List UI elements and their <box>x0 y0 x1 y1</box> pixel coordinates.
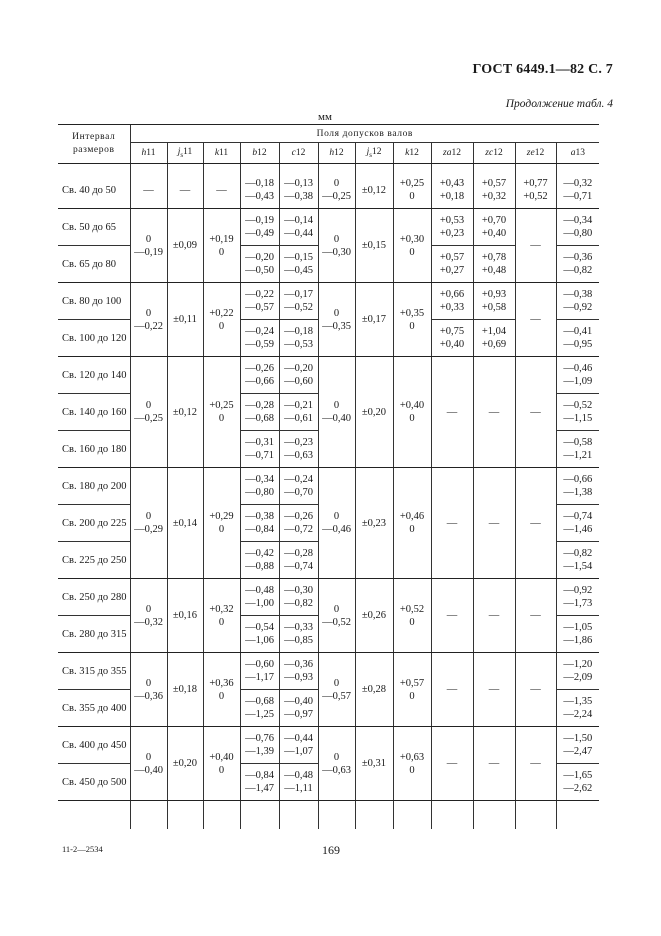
cell-za12: — <box>431 653 473 727</box>
size-interval: Св. 200 до 225 <box>58 505 130 542</box>
cell-zc12: +0,93 +0,58 <box>473 283 515 320</box>
size-interval: Св. 225 до 250 <box>58 542 130 579</box>
cell-h12: 0 —0,25 <box>318 172 355 209</box>
cell-js11: ±0,09 <box>167 209 203 283</box>
cell-a13: —1,65 —2,62 <box>556 764 599 801</box>
cell-c12: —0,20 —0,60 <box>279 357 318 394</box>
cell-h12: 0 —0,46 <box>318 468 355 579</box>
cell-zc12: +0,57 +0,32 <box>473 172 515 209</box>
table-row <box>58 172 599 209</box>
cell-c12: —0,28 —0,74 <box>279 542 318 579</box>
cell-b12: —0,54 —1,06 <box>240 616 279 653</box>
table-row <box>58 209 599 246</box>
cell-js12: ±0,31 <box>355 727 393 801</box>
table-continuation-label: Продолжение табл. 4 <box>505 98 613 110</box>
cell-b12: —0,68 —1,25 <box>240 690 279 727</box>
column-code-k11: k11 <box>203 143 240 164</box>
cell-c12: —0,14 —0,44 <box>279 209 318 246</box>
cell-k11: +0,25 0 <box>203 357 240 468</box>
header-gap <box>58 164 599 173</box>
cell-k11: +0,19 0 <box>203 209 240 283</box>
column-code-c12: c12 <box>279 143 318 164</box>
cell-k12: +0,25 0 <box>393 172 431 209</box>
cell-js11: ±0,20 <box>167 727 203 801</box>
cell-a13: —0,66 —1,38 <box>556 468 599 505</box>
cell-b12: —0,20 —0,50 <box>240 246 279 283</box>
cell-zc12: +0,78 +0,48 <box>473 246 515 283</box>
cell-h11: 0 —0,19 <box>130 209 167 283</box>
cell-js11: — <box>167 172 203 209</box>
print-code: 11-2—2534 <box>62 844 103 854</box>
cell-zc12: — <box>473 579 515 653</box>
cell-za12: — <box>431 579 473 653</box>
cell-h12: 0 —0,30 <box>318 209 355 283</box>
unit-label: мм <box>318 111 332 123</box>
size-interval: Св. 65 до 80 <box>58 246 130 283</box>
cell-b12: —0,34 —0,80 <box>240 468 279 505</box>
cell-h12: 0 —0,52 <box>318 579 355 653</box>
cell-c12: —0,40 —0,97 <box>279 690 318 727</box>
tolerance-table <box>58 124 599 829</box>
header-row <box>58 125 599 143</box>
cell-js11: ±0,18 <box>167 653 203 727</box>
table-row <box>58 357 599 394</box>
size-interval: Св. 120 до 140 <box>58 357 130 394</box>
cell-a13: —0,58 —1,21 <box>556 431 599 468</box>
cell-ze12: — <box>515 209 556 283</box>
document-header: ГОСТ 6449.1—82 С. 7 <box>472 62 613 77</box>
cell-js12: ±0,23 <box>355 468 393 579</box>
cell-zc12: — <box>473 468 515 579</box>
cell-c12: —0,33 —0,85 <box>279 616 318 653</box>
cell-za12: +0,75 +0,40 <box>431 320 473 357</box>
table-row <box>58 727 599 764</box>
column-code-ze12: ze12 <box>515 143 556 164</box>
cell-a13: —0,32 —0,71 <box>556 172 599 209</box>
column-code-js12: $j_s12$ <box>355 143 393 164</box>
cell-h11: 0 —0,25 <box>130 357 167 468</box>
size-interval: Св. 40 до 50 <box>58 172 130 209</box>
column-code-b12: b12 <box>240 143 279 164</box>
size-interval: Св. 450 до 500 <box>58 764 130 801</box>
cell-c12: —0,17 —0,52 <box>279 283 318 320</box>
fields-header: Поля допусков валов <box>130 125 599 143</box>
cell-h12: 0 —0,35 <box>318 283 355 357</box>
cell-ze12: — <box>515 727 556 801</box>
cell-c12: —0,13 —0,38 <box>279 172 318 209</box>
cell-za12: +0,53 +0,23 <box>431 209 473 246</box>
cell-h11: 0 —0,32 <box>130 579 167 653</box>
cell-k12: +0,52 0 <box>393 579 431 653</box>
cell-k12: +0,46 0 <box>393 468 431 579</box>
cell-c12: —0,21 —0,61 <box>279 394 318 431</box>
cell-js12: ±0,20 <box>355 357 393 468</box>
cell-c12: —0,36 —0,93 <box>279 653 318 690</box>
cell-c12: —0,26 —0,72 <box>279 505 318 542</box>
cell-b12: —0,28 —0,68 <box>240 394 279 431</box>
cell-k11: +0,40 0 <box>203 727 240 801</box>
column-code-zc12: zc12 <box>473 143 515 164</box>
cell-c12: —0,24 —0,70 <box>279 468 318 505</box>
size-interval: Св. 160 до 180 <box>58 431 130 468</box>
interval-header: Интервал размеров <box>58 125 130 164</box>
size-interval: Св. 100 до 120 <box>58 320 130 357</box>
table-row <box>58 579 599 616</box>
table-row <box>58 653 599 690</box>
cell-b12: —0,42 —0,88 <box>240 542 279 579</box>
cell-h12: 0 —0,63 <box>318 727 355 801</box>
cell-za12: +0,57 +0,27 <box>431 246 473 283</box>
cell-zc12: +0,70 +0,40 <box>473 209 515 246</box>
cell-js12: ±0,12 <box>355 172 393 209</box>
size-interval: Св. 80 до 100 <box>58 283 130 320</box>
cell-c12: —0,48 —1,11 <box>279 764 318 801</box>
cell-js11: ±0,12 <box>167 357 203 468</box>
cell-b12: —0,38 —0,84 <box>240 505 279 542</box>
cell-b12: —0,24 —0,59 <box>240 320 279 357</box>
cell-k11: +0,22 0 <box>203 283 240 357</box>
size-interval: Св. 50 до 65 <box>58 209 130 246</box>
column-code-js11: $j_s11$ <box>167 143 203 164</box>
size-interval: Св. 315 до 355 <box>58 653 130 690</box>
cell-c12: —0,15 —0,45 <box>279 246 318 283</box>
cell-za12: — <box>431 357 473 468</box>
cell-h11: 0 —0,36 <box>130 653 167 727</box>
cell-ze12: +0,77 +0,52 <box>515 172 556 209</box>
size-interval: Св. 355 до 400 <box>58 690 130 727</box>
cell-k12: +0,35 0 <box>393 283 431 357</box>
cell-a13: —0,52 —1,15 <box>556 394 599 431</box>
size-interval: Св. 280 до 315 <box>58 616 130 653</box>
size-interval: Св. 180 до 200 <box>58 468 130 505</box>
cell-a13: —0,34 —0,80 <box>556 209 599 246</box>
cell-h12: 0 —0,40 <box>318 357 355 468</box>
column-code-k12: k12 <box>393 143 431 164</box>
cell-c12: —0,30 —0,82 <box>279 579 318 616</box>
size-interval: Св. 250 до 280 <box>58 579 130 616</box>
cell-js11: ±0,14 <box>167 468 203 579</box>
cell-a13: —1,35 —2,24 <box>556 690 599 727</box>
column-code-h11: h11 <box>130 143 167 164</box>
cell-a13: —0,92 —1,73 <box>556 579 599 616</box>
column-code-h12: h12 <box>318 143 355 164</box>
cell-a13: —1,05 —1,86 <box>556 616 599 653</box>
cell-k12: +0,57 0 <box>393 653 431 727</box>
cell-k11: +0,32 0 <box>203 579 240 653</box>
cell-b12: —0,31 —0,71 <box>240 431 279 468</box>
cell-zc12: +1,04 +0,69 <box>473 320 515 357</box>
cell-js12: ±0,17 <box>355 283 393 357</box>
cell-ze12: — <box>515 653 556 727</box>
cell-js11: ±0,16 <box>167 579 203 653</box>
column-code-za12: za12 <box>431 143 473 164</box>
cell-za12: +0,43 +0,18 <box>431 172 473 209</box>
cell-zc12: — <box>473 727 515 801</box>
cell-ze12: — <box>515 283 556 357</box>
table-row <box>58 283 599 320</box>
cell-h11: 0 —0,29 <box>130 468 167 579</box>
cell-k11: — <box>203 172 240 209</box>
cell-c12: —0,44 —1,07 <box>279 727 318 764</box>
cell-b12: —0,18 —0,43 <box>240 172 279 209</box>
cell-a13: —0,74 —1,46 <box>556 505 599 542</box>
table-tail <box>58 801 599 830</box>
cell-k11: +0,36 0 <box>203 653 240 727</box>
cell-a13: —0,41 —0,95 <box>556 320 599 357</box>
cell-js12: ±0,15 <box>355 209 393 283</box>
cell-c12: —0,18 —0,53 <box>279 320 318 357</box>
column-code-a13: a13 <box>556 143 599 164</box>
cell-b12: —0,76 —1,39 <box>240 727 279 764</box>
cell-ze12: — <box>515 357 556 468</box>
table-row <box>58 468 599 505</box>
cell-js12: ±0,26 <box>355 579 393 653</box>
cell-za12: — <box>431 468 473 579</box>
cell-b12: —0,60 —1,17 <box>240 653 279 690</box>
cell-a13: —1,50 —2,47 <box>556 727 599 764</box>
cell-js12: ±0,28 <box>355 653 393 727</box>
cell-b12: —0,48 —1,00 <box>240 579 279 616</box>
cell-k12: +0,63 0 <box>393 727 431 801</box>
cell-zc12: — <box>473 653 515 727</box>
cell-a13: —1,20 —2,09 <box>556 653 599 690</box>
cell-h11: — <box>130 172 167 209</box>
cell-c12: —0,23 —0,63 <box>279 431 318 468</box>
size-interval: Св. 140 до 160 <box>58 394 130 431</box>
cell-a13: —0,46 —1,09 <box>556 357 599 394</box>
cell-a13: —0,82 —1,54 <box>556 542 599 579</box>
cell-js11: ±0,11 <box>167 283 203 357</box>
cell-zc12: — <box>473 357 515 468</box>
cell-b12: —0,19 —0,49 <box>240 209 279 246</box>
cell-b12: —0,26 —0,66 <box>240 357 279 394</box>
cell-b12: —0,84 —1,47 <box>240 764 279 801</box>
cell-h11: 0 —0,22 <box>130 283 167 357</box>
cell-a13: —0,36 —0,82 <box>556 246 599 283</box>
cell-k12: +0,40 0 <box>393 357 431 468</box>
cell-ze12: — <box>515 468 556 579</box>
cell-za12: — <box>431 727 473 801</box>
cell-h11: 0 —0,40 <box>130 727 167 801</box>
size-interval: Св. 400 до 450 <box>58 727 130 764</box>
cell-b12: —0,22 —0,57 <box>240 283 279 320</box>
cell-k12: +0,30 0 <box>393 209 431 283</box>
page-number: 169 <box>322 843 340 857</box>
cell-k11: +0,29 0 <box>203 468 240 579</box>
cell-ze12: — <box>515 579 556 653</box>
cell-a13: —0,38 —0,92 <box>556 283 599 320</box>
cell-za12: +0,66 +0,33 <box>431 283 473 320</box>
column-codes-row <box>58 143 599 164</box>
cell-h12: 0 —0,57 <box>318 653 355 727</box>
